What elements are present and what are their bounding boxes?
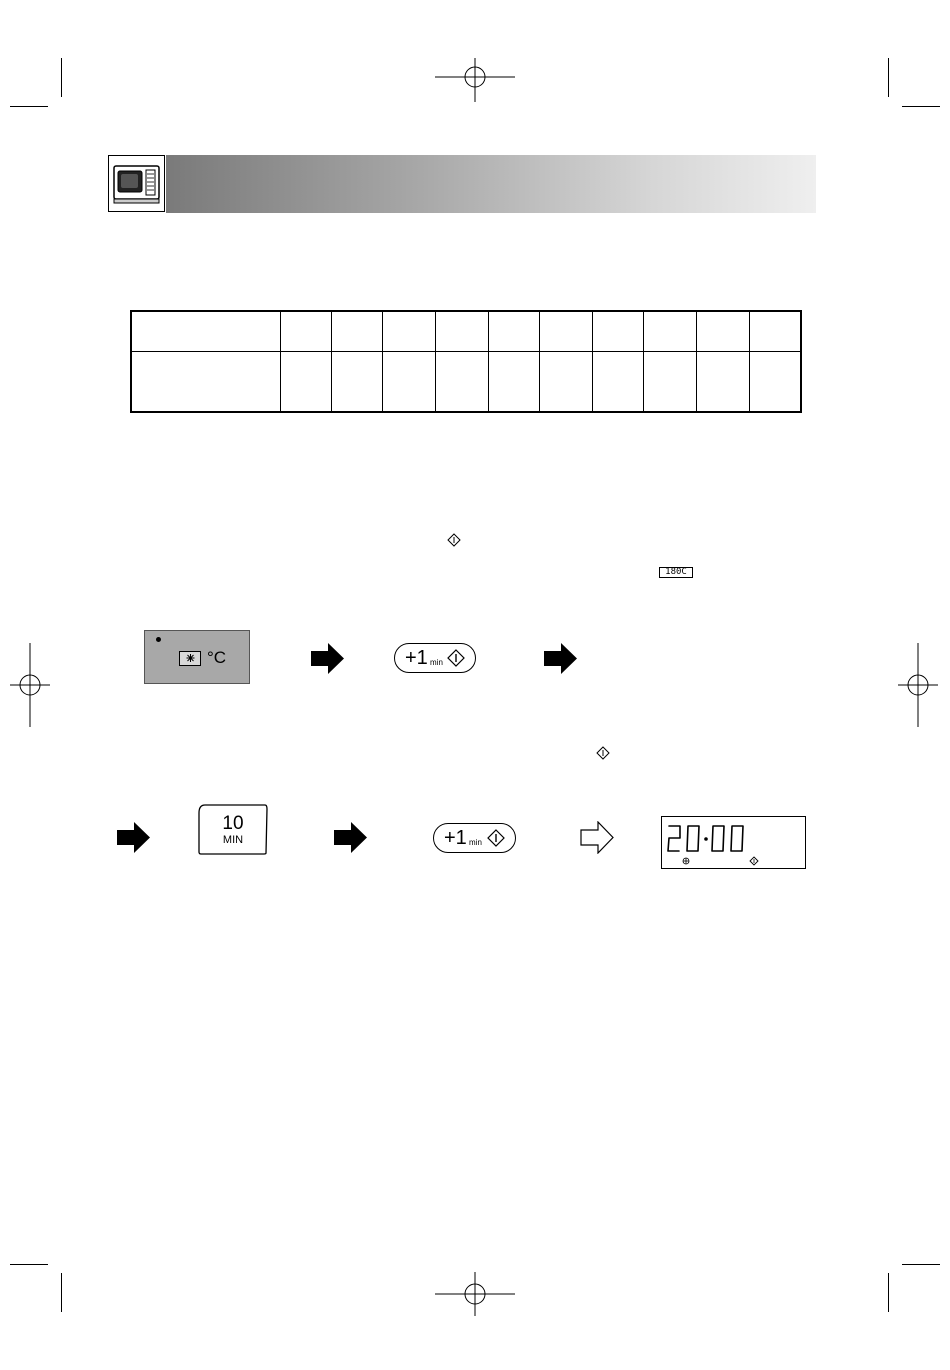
table-cell	[280, 352, 331, 413]
start-plus-minute-button[interactable]	[394, 643, 476, 673]
lcd-display	[661, 816, 806, 869]
table-cell	[539, 352, 592, 413]
table-row	[131, 352, 801, 413]
plus-one-label: +1	[444, 827, 467, 849]
arrow-right-icon	[117, 822, 150, 853]
arrow-right-outline-icon	[580, 821, 614, 854]
arrow-right-icon	[334, 822, 367, 853]
table-cell	[331, 311, 382, 352]
table-cell	[643, 352, 696, 413]
table-cell	[696, 352, 749, 413]
registration-mark-top	[435, 58, 515, 102]
table-cell	[435, 352, 488, 413]
start-diamond-icon	[447, 533, 461, 547]
fan-icon	[179, 651, 201, 666]
start-plus-minute-button[interactable]	[433, 823, 516, 853]
display-time	[662, 817, 805, 868]
minute-value: 10	[222, 813, 244, 834]
table-cell	[382, 352, 435, 413]
table-cell	[488, 352, 539, 413]
table-cell	[592, 311, 643, 352]
celsius-label: °C	[207, 648, 227, 667]
minute-unit: MIN	[222, 834, 244, 846]
table-row	[131, 311, 801, 352]
table-cell	[382, 311, 435, 352]
table-cell	[749, 352, 801, 413]
table-cell	[131, 352, 280, 413]
table-cell	[643, 311, 696, 352]
indicator-led	[156, 637, 161, 642]
registration-mark-left	[10, 643, 50, 727]
arrow-right-icon	[311, 643, 344, 674]
table-cell	[488, 311, 539, 352]
registration-mark-bottom	[435, 1272, 515, 1316]
table-cell	[592, 352, 643, 413]
min-label: min	[469, 838, 482, 847]
display-readout-text: 180C	[665, 567, 687, 577]
table-cell	[331, 352, 382, 413]
settings-table	[130, 310, 802, 413]
fan-indicator-icon	[683, 858, 689, 864]
table-cell	[539, 311, 592, 352]
arrow-right-icon	[544, 643, 577, 674]
table-cell	[435, 311, 488, 352]
convection-button[interactable]	[144, 630, 250, 684]
start-diamond-icon	[750, 857, 758, 865]
header-band	[166, 155, 816, 213]
table-cell	[131, 311, 280, 352]
microwave-icon	[109, 156, 164, 211]
display-readout-icon	[659, 567, 693, 578]
table-cell	[749, 311, 801, 352]
min-label: min	[430, 658, 443, 667]
table-cell	[696, 311, 749, 352]
start-diamond-icon	[487, 829, 505, 847]
header-icon-box	[108, 155, 165, 212]
start-diamond-icon	[447, 649, 465, 667]
ten-minute-button[interactable]	[197, 803, 269, 855]
plus-one-label: +1	[405, 647, 428, 669]
registration-mark-right	[898, 643, 938, 727]
start-diamond-icon	[596, 746, 610, 760]
table-cell	[280, 311, 331, 352]
